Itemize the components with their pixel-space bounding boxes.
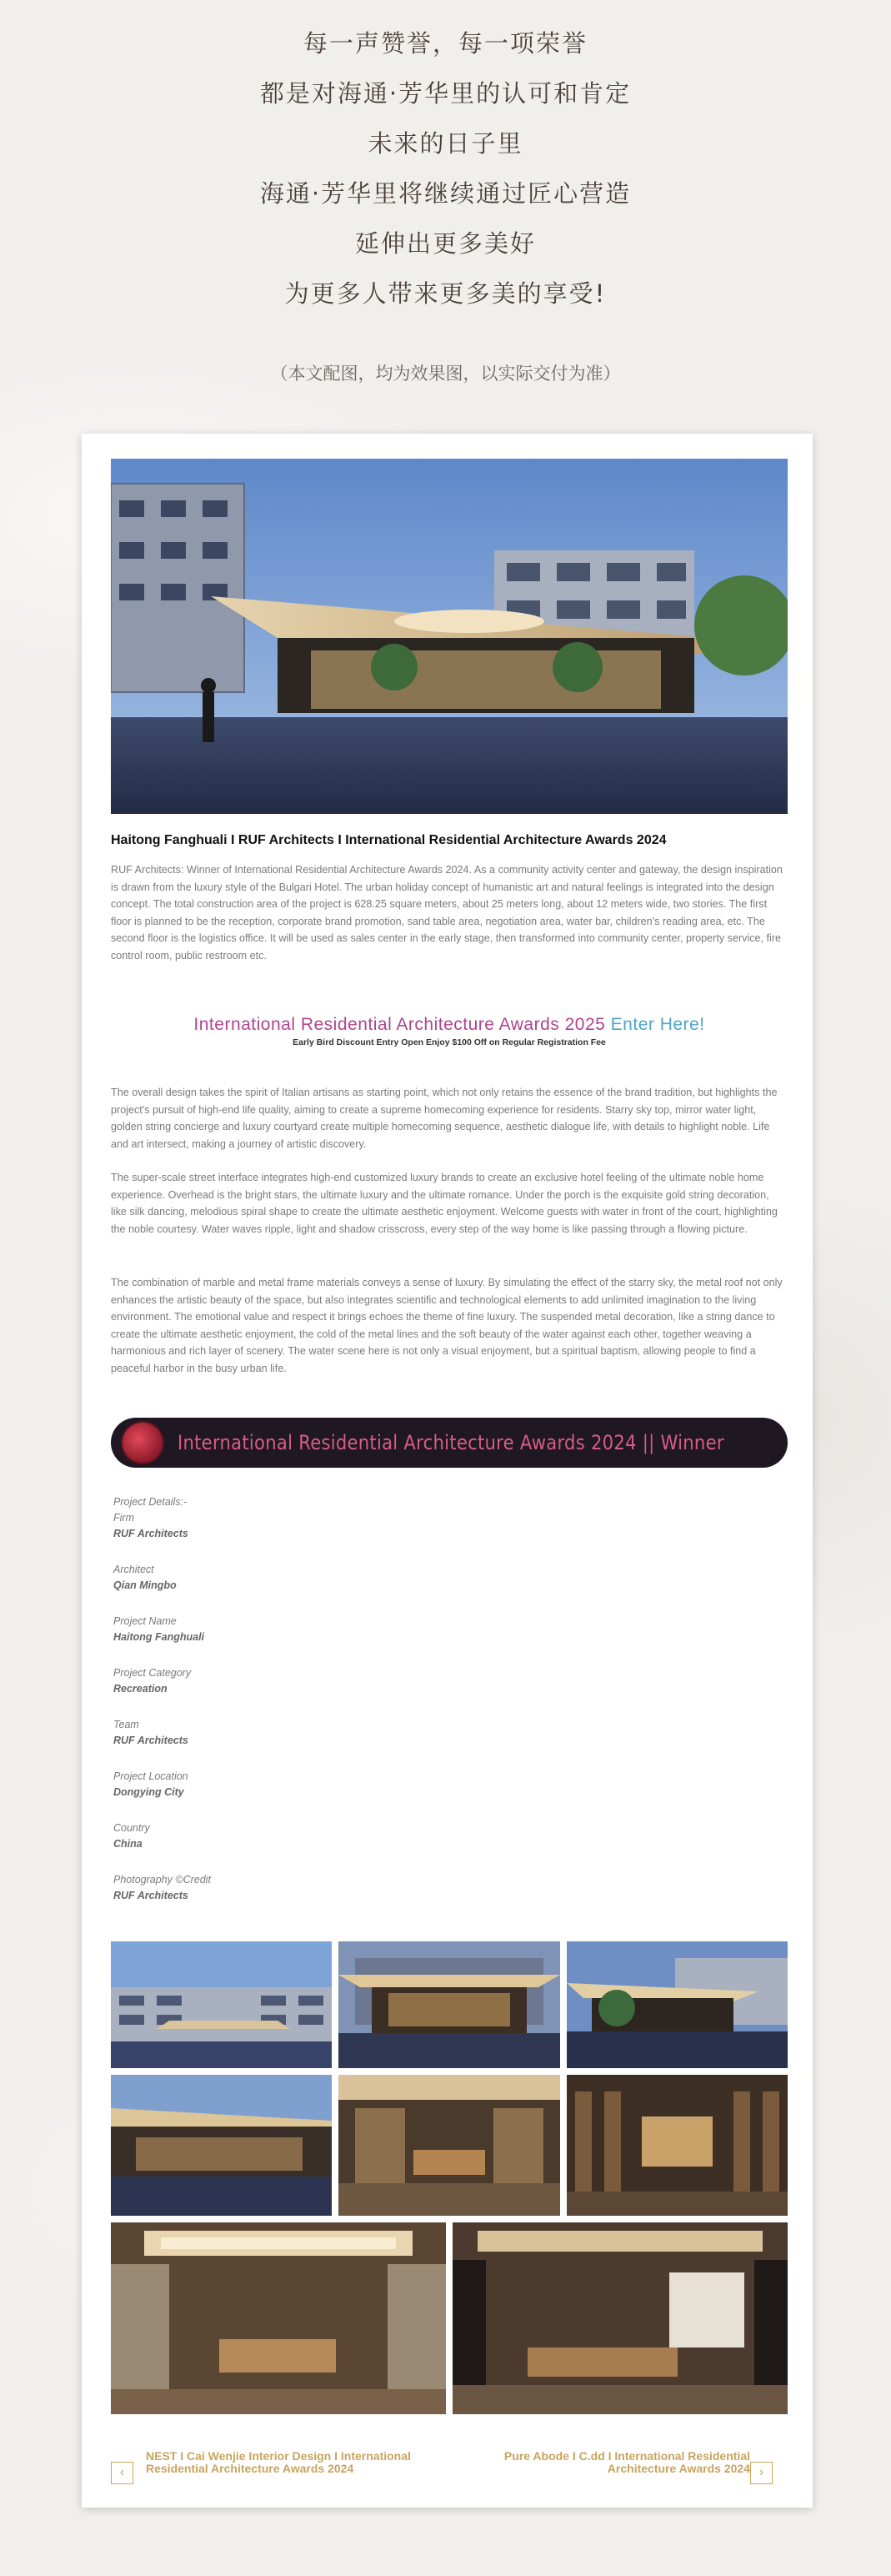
gallery-image-entrance-approach[interactable] (111, 2075, 332, 2216)
detail-project-category (113, 1667, 530, 1699)
award-medal-icon (123, 1423, 163, 1463)
awards-entry-banner[interactable] (111, 1015, 788, 1047)
prev-post-title[interactable]: NEST I Cai Wenjie Interior Design I International Residential Architecture Awards 2024 (146, 2449, 411, 2475)
gallery-image-porch-canopy[interactable] (338, 1941, 560, 2068)
detail-value: RUF Architects (113, 1528, 188, 1539)
winner-banner-text: International Residential Architecture Awards 2024 || Winner (178, 1431, 724, 1454)
gallery-image-exterior-facade[interactable] (111, 1941, 332, 2068)
next-post-button[interactable] (750, 2462, 773, 2484)
article-card (82, 434, 813, 2508)
detail-label: Firm (113, 1512, 134, 1524)
article-paragraph: The overall design takes the spirit of Italian artisans as starting point, which not only retains the essence of the brand tradition, but highlights the project's pursuit of high-end life quality, aiming to create a supreme homecoming experience for residents. Starry sky top, mirror water light, golden string concierge and luxury courtyard create multiple homecoming sequence, aesthetic dialogue life, with details to highlight noble. Life and art intersect, making a journey of artistic discovery. (111, 1087, 778, 1150)
detail-firm (113, 1512, 530, 1544)
intro-line: 都是对海通·芳华里的认可和肯定 (259, 79, 632, 108)
detail-label: Photography ©Credit (113, 1874, 211, 1886)
intro-line: 为更多人带来更多美的享受! (284, 279, 607, 308)
hero-image (111, 459, 788, 814)
detail-value: China (113, 1838, 143, 1850)
winner-banner (111, 1418, 788, 1468)
intro-line: 未来的日子里 (368, 129, 523, 158)
detail-architect (113, 1564, 530, 1595)
gallery-image-lobby-lounge[interactable] (338, 2075, 560, 2216)
detail-value: Qian Mingbo (113, 1579, 177, 1591)
detail-value: Dongying City (113, 1786, 184, 1798)
rendering-note: （本文配图，均为效果图，以实际交付为准） (270, 364, 621, 384)
detail-team (113, 1719, 530, 1750)
detail-label: Team (113, 1719, 139, 1730)
detail-value: RUF Architects (113, 1890, 188, 1901)
enter-here-link[interactable]: Enter Here! (610, 1015, 705, 1034)
awards-banner-title-main: International Residential Architecture Awards 2025 (193, 1015, 606, 1034)
next-post-title[interactable]: Pure Abode I C.dd I International Residential Architecture Awards 2024 (503, 2449, 750, 2475)
awards-banner-title (111, 1015, 788, 1035)
detail-label: Project Category (113, 1667, 192, 1679)
detail-value: RUF Architects (113, 1735, 188, 1746)
gallery-image-sand-table-area[interactable] (453, 2222, 788, 2414)
article-paragraph: The super-scale street interface integrates high-end customized luxury brands to create an exclusive hotel feeling of the ultimate noble home experience. Overhead is the bright stars, the ultimate luxury and the ultimate romance. Under the porch is the exquisite gold string decoration, like silk dancing, melodious spiral shape to create the ultimate aesthetic enjoyment. Welcome guests with water in front of the court, highlighting the noble courtesy. Water waves ripple, light and shadow crisscross, every step of the way home is like passing through a flowing picture. (111, 1172, 778, 1235)
chevron-right-icon: › (758, 2465, 764, 2479)
detail-value: Recreation (113, 1683, 168, 1695)
intro-line: 每一声赞誉，每一项荣誉 (303, 29, 588, 58)
article-paragraph: The combination of marble and metal frame materials conveys a sense of luxury. By simulating the effect of the starry sky, the metal roof not only enhances the artistic beauty of the space, but also integrates scientific and technological elements to add unlimited imagination to the living environment. The emotional value and respect it brings echoes the theme of fine luxury. The suspended metal decoration, like a string dance to create the ultimate aesthetic enjoyment, the cold of the metal lines and the soft beauty of the water against each other, together weaving a harmonious and rich layer of scenery. The water scene here is not only a visual enjoyment, but a spiritual baptism, allowing people to find a peaceful harbor in the busy urban life. (111, 1277, 783, 1374)
detail-label: Architect (113, 1564, 154, 1575)
detail-project-location (113, 1770, 530, 1802)
gallery-image-courtyard-night[interactable] (567, 1941, 788, 2068)
detail-value: Haitong Fanghuali (113, 1631, 205, 1643)
detail-country (113, 1822, 530, 1854)
project-details-heading: Project Details:- (113, 1496, 188, 1508)
detail-label: Project Location (113, 1770, 188, 1782)
gallery-image-reception-interior[interactable] (567, 2075, 788, 2216)
project-details (113, 1496, 530, 1926)
detail-label: Country (113, 1822, 150, 1834)
detail-photography-credit (113, 1874, 530, 1906)
awards-banner-subtitle: Early Bird Discount Entry Open Enjoy $100 Off on Regular Registration Fee (293, 1037, 606, 1047)
prev-post-button[interactable] (111, 2462, 133, 2484)
intro-line: 海通·芳华里将继续通过匠心营造 (259, 179, 632, 208)
article-paragraph: RUF Architects: Winner of International Residential Architecture Awards 2024. As a community activity center and gateway, the design inspiration is drawn from the luxury style of the Bulgari Hotel. The urban holiday concept of humanistic art and natural feelings is integrated into the design concept. The total construction area of the project is 628.25 square meters, about 25 meters long, about 12 meters wide, two stories. The first floor is planned to be the reception, corporate brand promotion, sand table area, negotiation area, water bar, children's reading area, etc. The second floor is the logistics office. It will be used as sales center in the early stage, then transformed into community center, property service, fire control room, public restroom etc. (111, 864, 783, 962)
article-title: Haitong Fanghuali I RUF Architects I International Residential Architecture Awards 2024 (111, 833, 667, 847)
intro-line: 延伸出更多美好 (354, 229, 536, 258)
intro-text-block (0, 18, 891, 319)
chevron-left-icon: ‹ (119, 2465, 125, 2479)
gallery-image-double-height-hall[interactable] (111, 2222, 446, 2414)
detail-label: Project Name (113, 1615, 177, 1627)
detail-project-name (113, 1615, 530, 1647)
